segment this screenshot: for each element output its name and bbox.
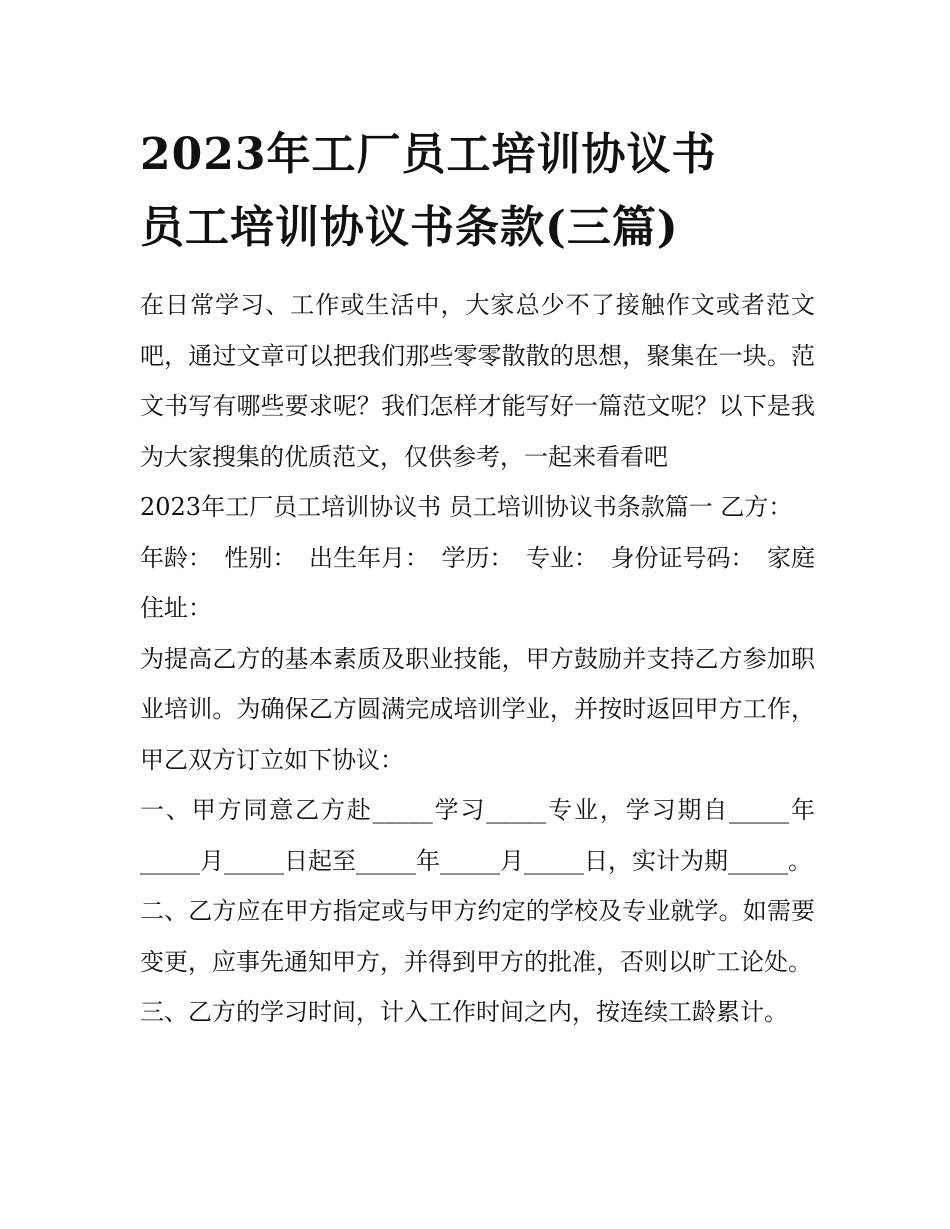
intro-paragraph: 在日常学习、工作或生活中，大家总少不了接触作文或者范文吧，通过文章可以把我们那些零零散散的思想，聚集在一块。范文书写有哪些要求呢？我们怎样才能写好一篇范文呢？以下是我为大家搜集的优质范文，仅供参考，一起来看看吧 bbox=[140, 291, 815, 471]
field-age-label: 年龄： bbox=[140, 543, 212, 572]
field-birthdate-label: 出生年月： bbox=[309, 543, 429, 572]
field-gender-label: 性别： bbox=[224, 543, 297, 572]
field-home-label: 家庭 bbox=[767, 543, 815, 572]
section-heading: 2023年工厂员工培训协议书 员工培训协议书条款篇一 乙方： bbox=[140, 493, 793, 521]
document-body bbox=[140, 280, 815, 1038]
title-line-1: 2023年工厂员工培训协议书 bbox=[140, 129, 717, 180]
clause-3: 三、乙方的学习时间，计入工作时间之内，按连续工龄累计。 bbox=[140, 998, 788, 1026]
field-address-label: 住址： bbox=[140, 594, 212, 622]
personal-info-fields bbox=[140, 533, 815, 584]
title-line-2: 员工培训协议书条款(三篇) bbox=[140, 202, 679, 253]
document-title bbox=[140, 0, 815, 264]
field-major-label: 专业： bbox=[526, 543, 598, 572]
clause-1: 一、甲方同意乙方赴_____学习_____专业，学习期自_____年_____月_____日起至_____年_____月_____日，实计为期_____。 bbox=[140, 796, 815, 875]
purpose-paragraph: 为提高乙方的基本素质及职业技能，甲方鼓励并支持乙方参加职业培训。为确保乙方圆满完成培训学业，并按时返回甲方工作，甲乙双方订立如下协议： bbox=[140, 644, 815, 774]
field-education-label: 学历： bbox=[441, 543, 514, 572]
clause-2: 二、乙方应在甲方指定或与甲方约定的学校及专业就学。如需要变更，应事先通知甲方，并得到甲方的批准，否则以旷工论处。 bbox=[140, 897, 815, 976]
field-id-number-label: 身份证号码： bbox=[610, 543, 755, 572]
document-page bbox=[140, 0, 815, 1038]
